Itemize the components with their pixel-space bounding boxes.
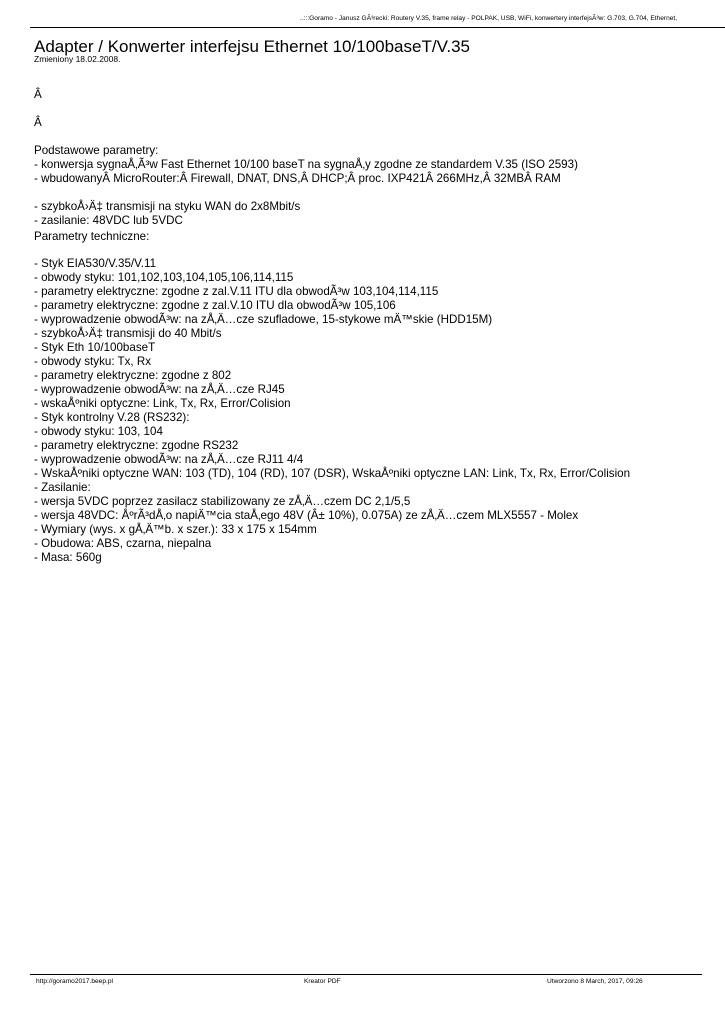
body-line: Parametry techniczne: [34,230,150,243]
body-line: - szybkoÅ›Ä‡ transmisji na styku WAN do 2x8Mbit/s [34,200,301,213]
header-divider [30,27,725,28]
body-line: - Wymiary (wys. x gÅ‚Ä™b. x szer.): 33 x 175 x 154mm [34,523,317,536]
body-line: - Styk Eth 10/100baseT [34,341,156,354]
body-line: - zasilanie: 48VDC lub 5VDC [34,214,183,227]
body-line: - Zasilanie: [34,481,91,494]
page-header-site-title: ..:::Goramo - Janusz GÃ³recki: Routery V.35, frame relay - POLPAK, USB, WiFi, konwertery interfejsÃ³w: G.703, G.704, Ethernet, [300,15,678,22]
body-line: - parametry elektryczne: zgodne RS232 [34,439,239,452]
footer-generator: Kreator PDF [304,978,341,985]
body-line: - WskaÅºniki optyczne WAN: 103 (TD), 104 (RD), 107 (DSR), WskaÅºniki optyczne LAN: Link, Tx, Rx, Error/Colision [34,467,631,480]
document-title: Adapter / Konwerter interfejsu Ethernet 10/100baseT/V.35 [34,37,470,56]
body-line: - parametry elektryczne: zgodne z 802 [34,369,232,382]
body-line: - wyprowadzenie obwodÃ³w: na zÅ‚Ä…cze RJ45 [34,383,285,396]
footer-divider [30,974,702,975]
body-line: Â [34,88,42,101]
body-line: - obwody styku: 101,102,103,104,105,106,114,115 [34,271,294,284]
footer-url: http://goramo2017.beep.pl [36,978,113,985]
body-line: - parametry elektryczne: zgodne z zal.V.11 ITU dla obwodÃ³w 103,104,114,115 [34,285,439,298]
body-line: - Styk EIA530/V.35/V.11 [34,257,157,270]
body-line: - parametry elektryczne: zgodne z zal.V.10 ITU dla obwodÃ³w 105,106 [34,299,396,312]
body-line: - obwody styku: Tx, Rx [34,355,152,368]
body-line: - obwody styku: 103, 104 [34,425,163,438]
body-line: - wersja 48VDC: ÅºrÃ³dÅ‚o napiÄ™cia staÅ‚ego 48V (Â± 10%), 0.075A) ze zÅ‚Ä…czem MLX5557 - Molex [34,509,579,522]
body-line: - wyprowadzenie obwodÃ³w: na zÅ‚Ä…cze RJ11 4/4 [34,453,304,466]
body-line: - wskaÅºniki optyczne: Link, Tx, Rx, Error/Colision [34,397,291,410]
document-modified-date: Zmieniony 18.02.2008. [34,54,121,64]
body-line: - konwersja sygnaÅ‚Ã³w Fast Ethernet 10/100 baseT na sygnaÅ‚y zgodne ze standardem V.35 (ISO 2593) [34,158,578,171]
body-line: Â [34,116,42,129]
body-line: - Styk kontrolny V.28 (RS232): [34,411,190,424]
body-line: - wyprowadzenie obwodÃ³w: na zÅ‚Ä…cze szufladowe, 15-stykowe mÄ™skie (HDD15M) [34,313,493,326]
body-line: - wersja 5VDC poprzez zasilacz stabilizowany ze zÅ‚Ä…czem DC 2,1/5,5 [34,495,411,508]
body-line: - Masa: 560g [34,551,102,564]
footer-created-date: Utworzono 8 March, 2017, 09:26 [547,978,643,985]
body-line: - wbudowanyÂ MicroRouter:Â Firewall, DNAT, DNS,Â DHCP;Â proc. IXP421Â 266MHz,Â 32MBÂ RAM [34,172,561,185]
body-line: - szybkoÅ›Ä‡ transmisji do 40 Mbit/s [34,327,222,340]
body-line: Podstawowe parametry: [34,144,159,157]
body-line: - Obudowa: ABS, czarna, niepalna [34,537,212,550]
